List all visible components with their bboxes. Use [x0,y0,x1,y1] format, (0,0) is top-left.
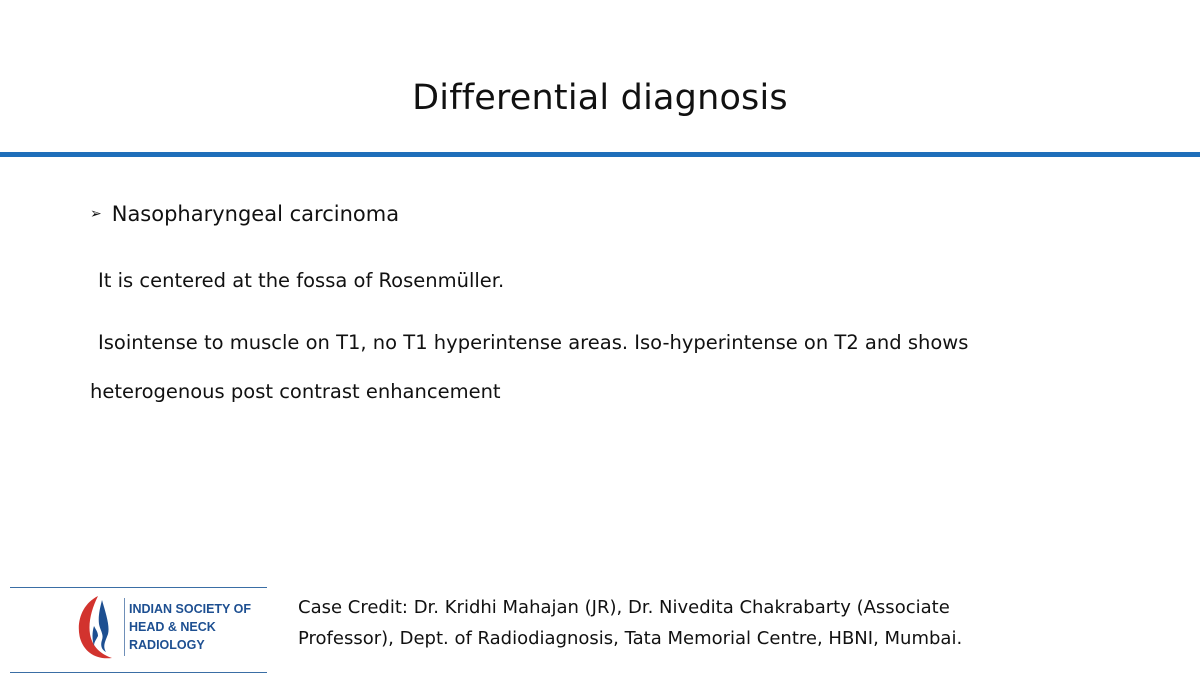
footer-rule-bottom [10,672,267,673]
head-neck-logo-icon [72,590,122,664]
society-logo [72,590,272,664]
paragraph-text-line: Isointense to muscle on T1, no T1 hyperintense areas. Iso-hyperintense on T2 and shows [98,331,969,354]
slide-title: Differential diagnosis [412,78,788,118]
case-credit [298,592,1178,654]
paragraph-signal [90,318,1110,416]
arrow-bullet-icon: ➢ [90,206,102,222]
case-credit-line-2: Professor), Dept. of Radiodiagnosis, Tata Memorial Centre, HBNI, Mumbai. [298,628,963,649]
paragraph-text-line: heterogenous post contrast enhancement [90,380,501,403]
bullet-text: Nasopharyngeal carcinoma [111,202,400,226]
logo-line-1: INDIAN SOCIETY OF [129,602,252,616]
logo-divider [124,598,125,656]
logo-line-3: RADIOLOGY [129,638,205,652]
case-credit-line-1: Case Credit: Dr. Kridhi Mahajan (JR), Dr. Nivedita Chakrabarty (Associate [298,597,950,618]
paragraph-location [90,256,1110,305]
logo-text [129,600,251,654]
logo-line-2: HEAD & NECK [129,620,216,634]
bullet-item [90,202,399,226]
paragraph-text: It is centered at the fossa of Rosenmüller. [98,269,505,292]
title-divider [0,152,1200,157]
footer-rule-top [10,587,267,588]
